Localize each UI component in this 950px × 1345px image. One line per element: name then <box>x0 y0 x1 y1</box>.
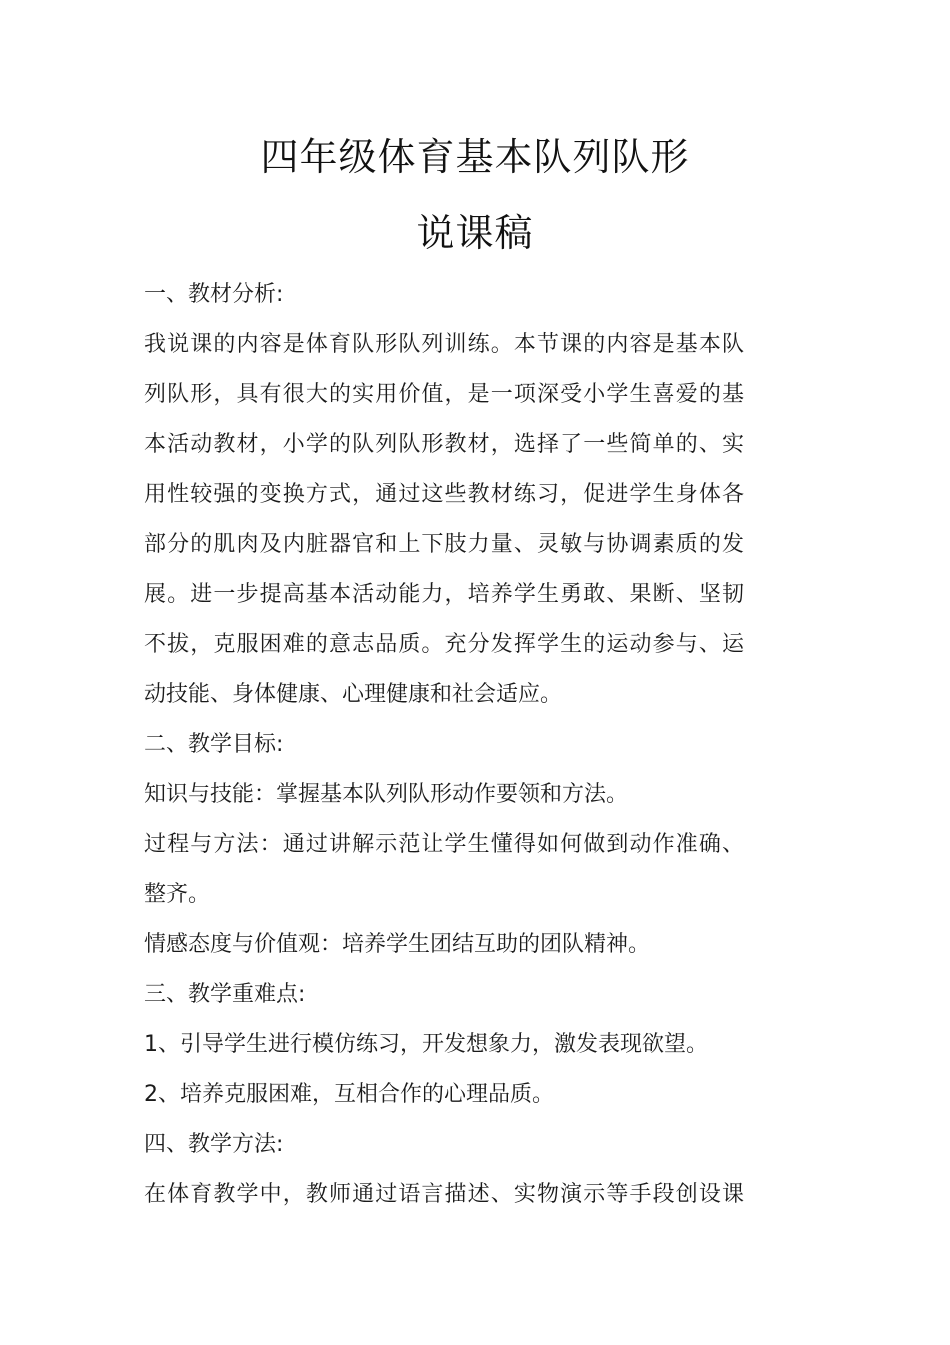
goal-emotion-values: 情感态度与价值观：培养学生团结互助的团队精神。 <box>144 932 651 957</box>
section-heading-key-difficulties: 三、教学重难点: <box>144 982 306 1007</box>
paragraph-line: 动技能、身体健康、心理健康和社会适应。 <box>144 682 563 707</box>
paragraph-line: 展。进一步提高基本活动能力，培养学生勇敢、果断、坚韧 <box>144 582 744 607</box>
paragraph-line: 部分的肌肉及内脏器官和上下肢力量、灵敏与协调素质的发 <box>144 532 744 557</box>
document-title-line-1: 四年级体育基本队列队形 <box>260 135 690 179</box>
paragraph-line: 在体育教学中，教师通过语言描述、实物演示等手段创设课 <box>144 1182 744 1207</box>
document-body <box>144 270 744 1220</box>
paragraph-line: 我说课的内容是体育队形队列训练。本节课的内容是基本队 <box>144 332 744 357</box>
goal-knowledge-skills: 知识与技能：掌握基本队列队形动作要领和方法。 <box>144 782 629 807</box>
key-point-2: 2、培养克服困难，互相合作的心理品质。 <box>144 1082 554 1107</box>
paragraph-line: 用性较强的变换方式，通过这些教材练习，促进学生身体各 <box>144 482 744 507</box>
paragraph-line: 本活动教材，小学的队列队形教材，选择了一些简单的、实 <box>144 432 744 457</box>
goal-process-methods: 过程与方法：通过讲解示范让学生懂得如何做到动作准确、 <box>144 832 744 857</box>
section-heading-textbook-analysis: 一、教材分析: <box>144 282 284 307</box>
paragraph-line: 列队形，具有很大的实用价值，是一项深受小学生喜爱的基 <box>144 382 744 407</box>
key-point-1: 1、引导学生进行模仿练习，开发想象力，激发表现欲望。 <box>144 1032 708 1057</box>
paragraph-line: 不拔，克服困难的意志品质。充分发挥学生的运动参与、运 <box>144 632 744 657</box>
document-title-line-2: 说课稿 <box>416 211 534 255</box>
section-heading-teaching-goals: 二、教学目标: <box>144 732 284 757</box>
goal-process-methods-continued: 整齐。 <box>144 882 211 907</box>
section-heading-teaching-methods: 四、教学方法: <box>144 1132 284 1157</box>
